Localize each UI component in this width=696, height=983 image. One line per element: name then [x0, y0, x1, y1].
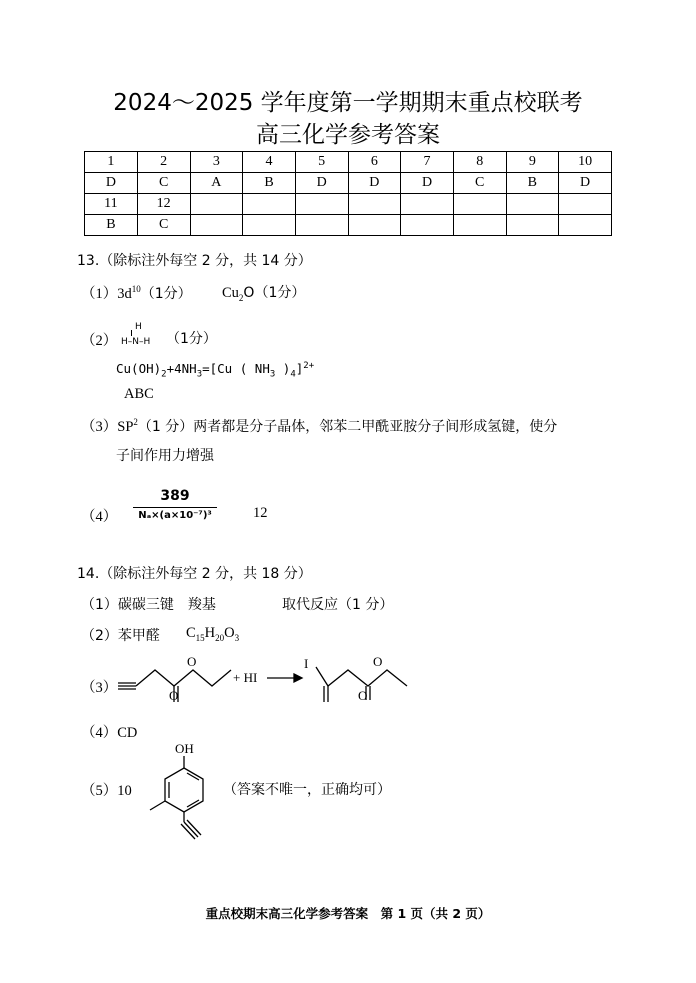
fraction-numerator: 389 [160, 488, 190, 504]
table-row [85, 173, 612, 194]
doc-subtitle: 高三化学参考答案 [256, 122, 440, 148]
table-cell: D [85, 173, 138, 194]
table-cell [401, 194, 454, 215]
product-carbonyl-o: O [358, 688, 368, 703]
density-fraction [133, 488, 217, 521]
q14-part3-label: （3） [81, 680, 118, 696]
q13-header: 13.（除标注外每空 2 分，共 14 分） [77, 253, 312, 269]
table-row [85, 215, 612, 236]
benzene-ring [165, 768, 203, 812]
plus-hi: + HI [233, 670, 258, 685]
nh3-h-top: H [135, 322, 142, 332]
q13-part2-label: （2） [81, 333, 118, 349]
table-cell [190, 194, 243, 215]
table-cell: D [559, 173, 612, 194]
answer-table [84, 151, 612, 236]
table-cell [243, 194, 296, 215]
reaction-scheme [110, 650, 430, 710]
table-cell: 2 [137, 152, 190, 173]
table-cell: D [348, 173, 401, 194]
table-cell [401, 215, 454, 236]
table-cell: 4 [243, 152, 296, 173]
page-footer: 重点校期末高三化学参考答案 第 1 页（共 2 页） [205, 906, 491, 921]
iodine-label: I [304, 656, 309, 671]
table-cell [453, 194, 506, 215]
product-ester-o: O [373, 654, 383, 669]
table-row [85, 152, 612, 173]
q14-formula: $C_{15}H_{20}O_3$ [186, 625, 240, 643]
table-cell [190, 215, 243, 236]
oh-label: OH [175, 742, 194, 756]
q13-equation: $Cu(OH)_2+4NH_3=[Cu$ ( $NH_3$ )$_4]^{2+}$ [116, 361, 315, 380]
table-cell: A [190, 173, 243, 194]
table-cell: 10 [559, 152, 612, 173]
table-cell [559, 215, 612, 236]
carbonyl-o-label: O [169, 688, 179, 703]
carbon-chain [136, 670, 231, 686]
fraction-denominator: Nₐ×(a×10⁻⁷)³ [138, 510, 212, 521]
table-cell: C [453, 173, 506, 194]
table-cell [506, 194, 559, 215]
q14-part1: （1）碳碳三键 羧基 [81, 597, 216, 613]
q13-abc: ABC [124, 386, 154, 402]
doc-title: 2024～2025 学年度第一学期期末重点校联考 [113, 90, 583, 116]
table-cell [348, 215, 401, 236]
q14-part2: （2）苯甲醛 [81, 628, 160, 644]
methyl-group [150, 801, 165, 810]
table-cell: C [137, 173, 190, 194]
nh3-structure: H–N–H [121, 337, 151, 347]
q14-part5-note: （答案不唯一，正确均可） [223, 782, 391, 798]
table-cell: B [506, 173, 559, 194]
table-cell [295, 215, 348, 236]
fraction-bar [133, 507, 217, 508]
table-cell: 6 [348, 152, 401, 173]
nh3-bond [131, 330, 132, 336]
q13-part1-b: $Cu_2O(1$分） [222, 285, 306, 303]
table-cell [559, 194, 612, 215]
q14-part4: （4）CD [81, 725, 138, 741]
product-chain [316, 667, 407, 686]
table-cell: C [137, 215, 190, 236]
table-cell: 5 [295, 152, 348, 173]
q13-part1: $(1)3d^{10}(1$分） [81, 284, 192, 302]
table-cell [506, 215, 559, 236]
table-cell: D [401, 173, 454, 194]
q14-part1-b: 取代反应（1 分） [282, 597, 394, 613]
phenol-structure [140, 742, 220, 854]
table-cell: 11 [85, 194, 138, 215]
table-cell [348, 194, 401, 215]
ester-o-label: O [187, 654, 197, 669]
table-cell: 12 [137, 194, 190, 215]
table-cell: 1 [85, 152, 138, 173]
q13-part4-label: （4） [81, 509, 118, 525]
q14-part5-label: （5）10 [81, 783, 132, 799]
table-cell: B [85, 215, 138, 236]
table-cell [453, 215, 506, 236]
table-cell: 3 [190, 152, 243, 173]
table-row [85, 194, 612, 215]
q13-part3-cont: 子间作用力增强 [116, 448, 214, 464]
table-cell: 7 [401, 152, 454, 173]
table-cell: 8 [453, 152, 506, 173]
q13-part2-score: （1分） [166, 331, 217, 347]
table-cell [243, 215, 296, 236]
q13-part4-b: 12 [253, 505, 268, 521]
q13-part3: $(3)SP^2(1$ 分）两者都是分子晶体，邻苯二甲酰亚胺分子间形成氢键，使分 [81, 417, 558, 435]
q14-header: 14.（除标注外每空 2 分，共 18 分） [77, 566, 312, 582]
table-cell: B [243, 173, 296, 194]
arrow-head [294, 674, 302, 682]
table-cell: 9 [506, 152, 559, 173]
table-cell: D [295, 173, 348, 194]
table-cell [295, 194, 348, 215]
